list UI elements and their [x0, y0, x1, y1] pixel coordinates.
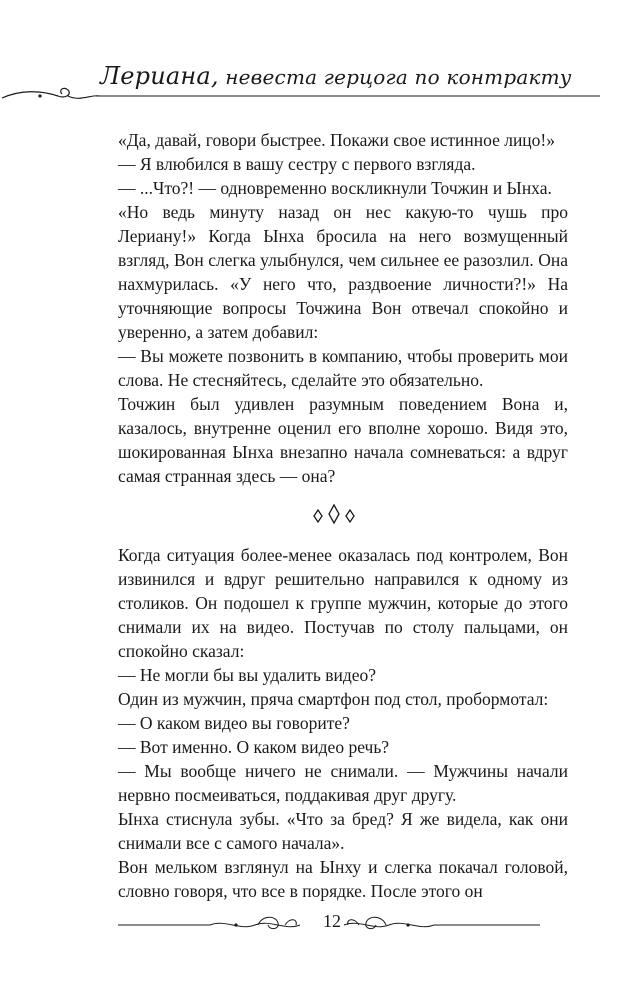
running-header: [0, 50, 644, 110]
paragraph: — Вот именно. О каком видео речь?: [118, 737, 390, 757]
paragraph: — Не могли бы вы удалить видео?: [118, 665, 377, 685]
running-header-title: [100, 62, 572, 90]
paragraph: — О каком видео вы говорите?: [118, 713, 350, 733]
section-break-ornament: [311, 502, 357, 528]
header-title-name: Лериана,: [100, 62, 219, 90]
page-footer: [0, 905, 644, 945]
paragraph: Ынха стиснула зубы. «Что за бред? Я же видела, как они снимали все с самого начала».: [118, 809, 568, 853]
paragraph: — ...Что?! — одновременно воскликнули Точжин и Ынха.: [118, 178, 552, 198]
paragraph: — Я влюбился в вашу сестру с первого взгляда.: [118, 154, 476, 174]
text-block-after-break: [118, 543, 568, 903]
paragraph: «Но ведь минуту назад он нес какую-то чушь про Лериану!» Когда Ынха бросила на него возмущенный взгляд, Вон слегка улыбнулся, чем сильнее ее разозлил. Она нахмурилась. «У него что, раздвоение личности?!» На уточняющие вопросы Точжина Вон отвечал спокойно и уверенно, а затем добавил:: [118, 202, 568, 342]
page-number: 12: [323, 911, 341, 931]
paragraph: Один из мужчин, пряча смартфон под стол, пробормотал:: [118, 689, 549, 709]
paragraph: — Мы вообще ничего не снимали. — Мужчины начали нервно посмеиваться, поддакивая друг другу.: [118, 761, 568, 805]
paragraph: «Да, давай, говори быстрее. Покажи свое истинное лицо!»: [118, 130, 556, 150]
paragraph: Точжин был удивлен разумным поведением Вона и, казалось, внутренне оценил его вполне хорошо. Видя это, шокированная Ынха внезапно начала сомневаться: а вдруг самая странная здесь — она?: [118, 394, 568, 486]
text-block-before-break: [118, 128, 568, 488]
paragraph: Вон мельком взглянул на Ынху и слегка покачал головой, словно говоря, что все в порядке. После этого он: [118, 857, 568, 901]
paragraph: Когда ситуация более-менее оказалась под контролем, Вон извинился и вдруг решительно направился к одному из столиков. Он подошел к группе мужчин, которые до этого снимали их на видео. Постучав по столу пальцами, он спокойно сказал:: [118, 545, 568, 661]
paragraph: — Вы можете позвонить в компанию, чтобы проверить мои слова. Не стесняйтесь, сделайте это обязательно.: [118, 346, 568, 390]
header-title-subtitle: невеста герцога по контракту: [218, 65, 572, 89]
